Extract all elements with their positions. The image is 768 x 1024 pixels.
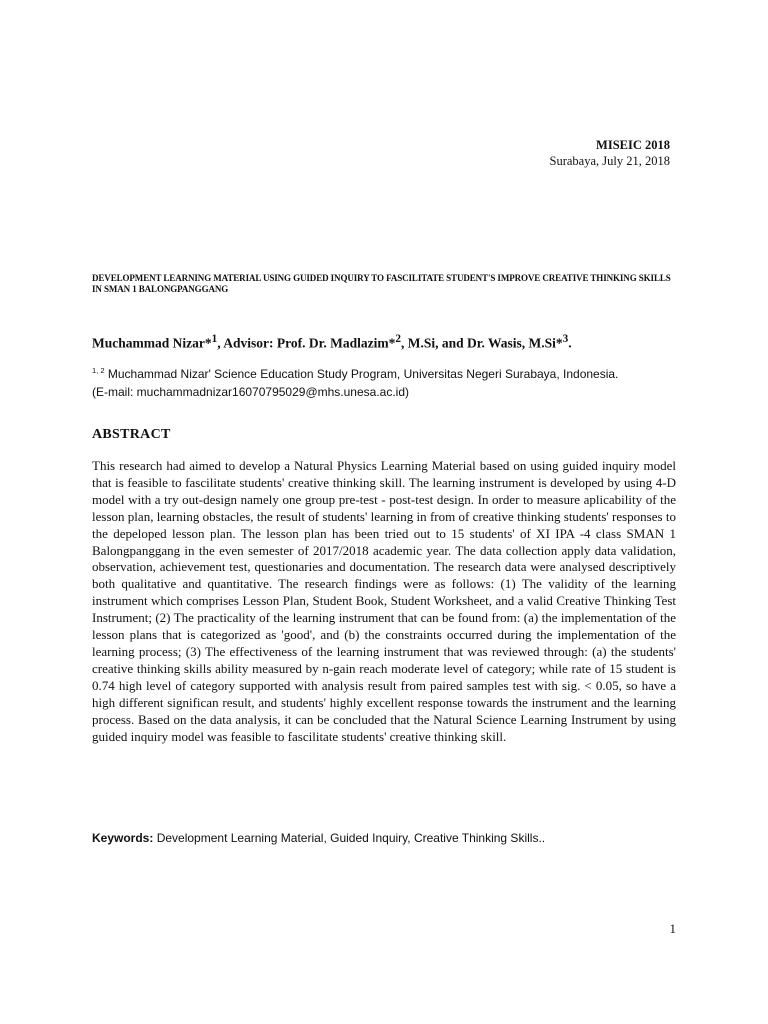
conference-header [550, 137, 670, 169]
keywords-text: Development Learning Material, Guided Inquiry, Creative Thinking Skills.. [153, 831, 546, 845]
paper-title: DEVELOPMENT LEARNING MATERIAL USING GUIDED INQUIRY TO FASCILITATE STUDENT'S IMPROVE CREATIVE THINKING SKILLS IN SMAN 1 BALONGPANGGANG [92, 273, 671, 294]
advisor-text: , Advisor: Prof. Dr. Madlazim* [217, 335, 396, 351]
author-sup-3: 3 [562, 333, 569, 345]
conference-place-date: Surabaya, July 21, 2018 [549, 154, 670, 168]
affiliation-email: (E-mail: muchammadnizar16070795029@mhs.unesa.ac.id) [92, 385, 410, 399]
coauthor-text: , M.Si, and Dr. Wasis, M.Si* [400, 335, 563, 351]
keywords-label: Keywords: [92, 831, 154, 845]
abstract-heading: ABSTRACT [92, 427, 171, 442]
page-number: 1 [669, 921, 676, 936]
abstract-body: This research had aimed to develop a Natural Physics Learning Material based on using guided inquiry model that is feasible to fascilitate students' creative thinking skill. The learning instrument is developed by using 4-D model with a try out-design namely one group pre-test - post-test design. In order to measure aplicability of the lesson plan, learning obstacles, the result of students' learning in from of creative thinking students' responses to the depeloped lesson plan. The lesson plan has been tried out to 15 students' of XI IPA -4 class SMAN 1 Balongpanggang in the even semester of 2017/2018 academic year. The data collection apply data validation, observation, achievement test, questionaries and documentation. The research data were analysed descriptively both qualitative and quantitative. The research findings were as follows: (1) The validity of the learning instrument which comprises Lesson Plan, Student Book, Student Worksheet, and a valid Creative Thinking Test Instrument; (2) The practicality of the learning instrument that can be found from: (a) the implementation of the lesson plans that is categorized as 'good', and (b) the constraints occurred during the implementation of the learning process; (3) The effectiveness of the learning instrument that was reviewed through: (a) the students' creative thinking skills ability measured by n-gain reach moderate level of category; while rate of 15 student is 0.74 high level of category supported with analysis result from paired samples test with sig. < 0.05, so have a high different significan result, and students' highly excellent response towards the instrument and the learning process. Based on the data analysis, it can be concluded that the Natural Science Learning Instrument by using guided inquiry model was feasible to fascilitate students' creative thinking skill. [92, 458, 676, 744]
author-name: Muchammad Nizar* [92, 335, 212, 351]
affiliation-sup: 1, 2 [92, 366, 105, 375]
author-line-end: . [568, 335, 572, 351]
author-sup-2: 2 [395, 333, 401, 345]
keywords [92, 831, 692, 845]
conference-name: MISEIC 2018 [596, 138, 670, 152]
author-line [92, 333, 692, 352]
author-sup-1: 1 [211, 333, 218, 345]
affiliation-line-1 [92, 362, 692, 383]
affiliation-text: Muchammad Nizar' Science Education Study Program, Universitas Negeri Surabaya, Indonesia. [104, 367, 619, 381]
affiliation [92, 362, 692, 401]
